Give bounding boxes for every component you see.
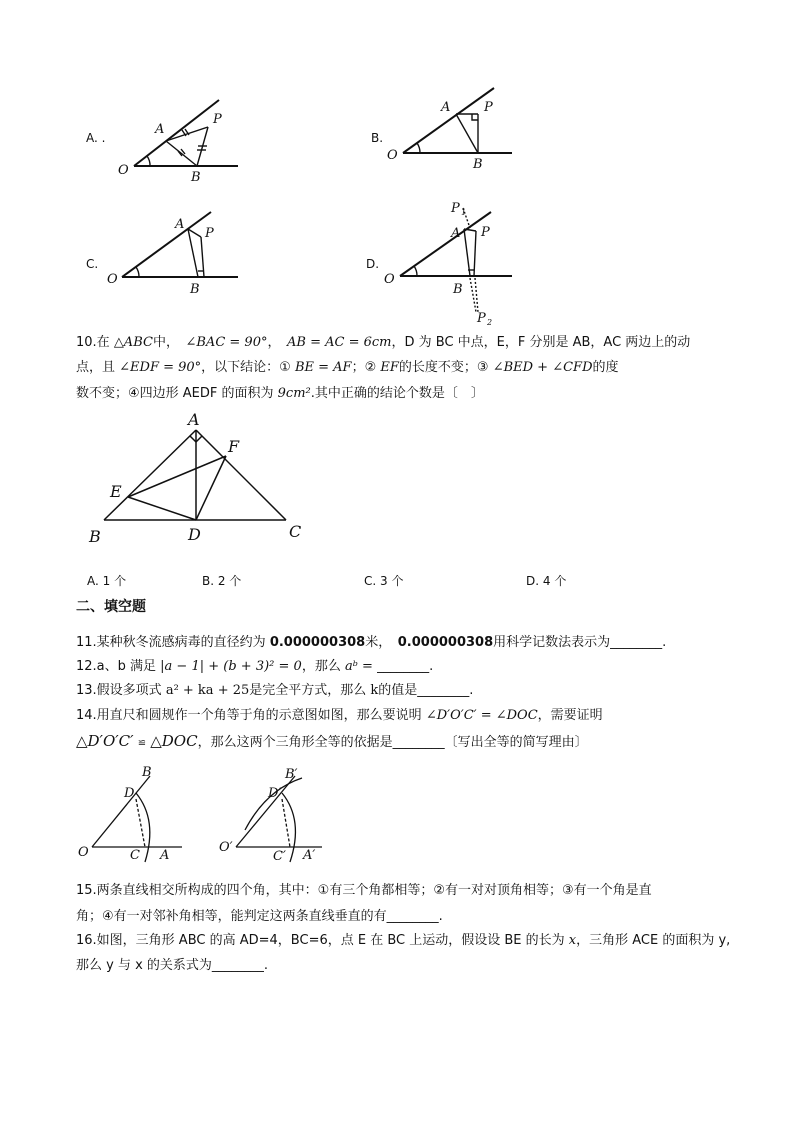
svg-text:A: A	[441, 100, 451, 115]
q10-line-2: 点，且 ∠EDF = 90°，以下结论：① BE = AF；② EF的长度不变；③ ∠BED + ∠CFD的度	[76, 360, 619, 375]
section-title: 二、填空题	[76, 599, 146, 615]
svg-text:D: D	[188, 525, 201, 544]
q10-line-3: 数不变；④四边形 AEDF 的面积为 9cm².其中正确的结论个数是〔 〕	[76, 386, 484, 401]
svg-text:O: O	[107, 272, 118, 287]
svg-text:P: P	[205, 226, 214, 241]
svg-text:1: 1	[461, 208, 467, 217]
q10-choice-a: A. 1 个	[87, 574, 127, 588]
svg-text:O: O	[384, 272, 395, 287]
svg-text:P: P	[451, 201, 460, 216]
q9-option-a-label: A. .	[86, 131, 106, 145]
svg-text:A: A	[175, 217, 185, 232]
svg-text:D: D	[124, 786, 135, 801]
svg-text:A′: A′	[303, 848, 316, 863]
q16-line-1: 16.如图，三角形 ABC 的高 AD=4，BC=6，点 E 在 BC 上运动，假设设 BE 的长为 x，三角形 ACE 的面积为 y,	[76, 933, 731, 948]
q9a-P: P	[213, 112, 222, 127]
q13: 13.假设多项式 a² + ka + 25是完全平方式，那么 k的值是________.	[76, 683, 474, 698]
q9a-B: B	[191, 170, 201, 185]
svg-text:E: E	[110, 482, 122, 501]
q15-line-1: 15.两条直线相交所构成的四个角，其中：①有三个角都相等；②有一对对顶角相等；③有一个角是直	[76, 883, 652, 898]
svg-text:B: B	[190, 282, 200, 297]
svg-text:2: 2	[487, 318, 493, 327]
svg-text:C′: C′	[273, 849, 286, 864]
q14-line-2: △D′O′C′ ≌ △DOC，那么这两个三角形全等的依据是________〔写出全等的简写理由〕	[76, 732, 588, 750]
svg-text:A: A	[451, 226, 461, 241]
svg-text:P: P	[481, 225, 490, 240]
q9-option-b-label: B.	[371, 131, 384, 145]
q12: 12.a、b 满足 |a − 1| + (b + 3)² = 0，那么 aᵇ = ________.	[76, 659, 434, 674]
svg-text:C: C	[130, 848, 140, 863]
svg-text:C: C	[289, 522, 302, 541]
q9-option-d-label: D.	[366, 257, 380, 271]
q10-choice-b: B. 2 个	[202, 574, 242, 588]
svg-text:A: A	[188, 410, 200, 429]
svg-text:P: P	[484, 100, 493, 115]
q10-choice-d: D. 4 个	[526, 574, 567, 588]
svg-text:A: A	[160, 848, 170, 863]
svg-text:O′: O′	[219, 840, 233, 855]
svg-text:B: B	[89, 527, 101, 546]
svg-text:F: F	[228, 437, 240, 456]
q16-line-2: 那么 y 与 x 的关系式为________.	[76, 958, 269, 973]
svg-text:D′: D′	[268, 786, 282, 801]
q10-line-1: 10.在 △ABC中， ∠BAC = 90°， AB = AC = 6cm，D 为 BC 中点，E，F 分别是 AB，AC 两边上的动	[76, 335, 691, 350]
svg-text:B: B	[473, 157, 483, 172]
svg-text:B′: B′	[285, 767, 298, 782]
svg-text:O: O	[78, 845, 89, 860]
q9a-O: O	[118, 163, 129, 178]
q11: 11.某种秋冬流感病毒的直径约为 0.000000308米， 0.000000308用科学记数法表示为________.	[76, 635, 667, 650]
svg-text:B: B	[453, 282, 463, 297]
q9-option-c-label: C.	[86, 257, 99, 271]
q9a-A: A	[155, 122, 165, 137]
q15-line-2: 角；④有一对邻补角相等，能判定这两条直线垂直的有________.	[76, 909, 443, 924]
q10-choice-c: C. 3 个	[364, 574, 404, 588]
svg-text:B: B	[142, 765, 152, 780]
svg-text:P: P	[477, 311, 486, 326]
svg-text:O: O	[387, 148, 398, 163]
q14-line-1: 14.用直尺和圆规作一个角等于角的示意图如图，那么要说明 ∠D′O′C′ = ∠DOC，需要证明	[76, 708, 603, 723]
